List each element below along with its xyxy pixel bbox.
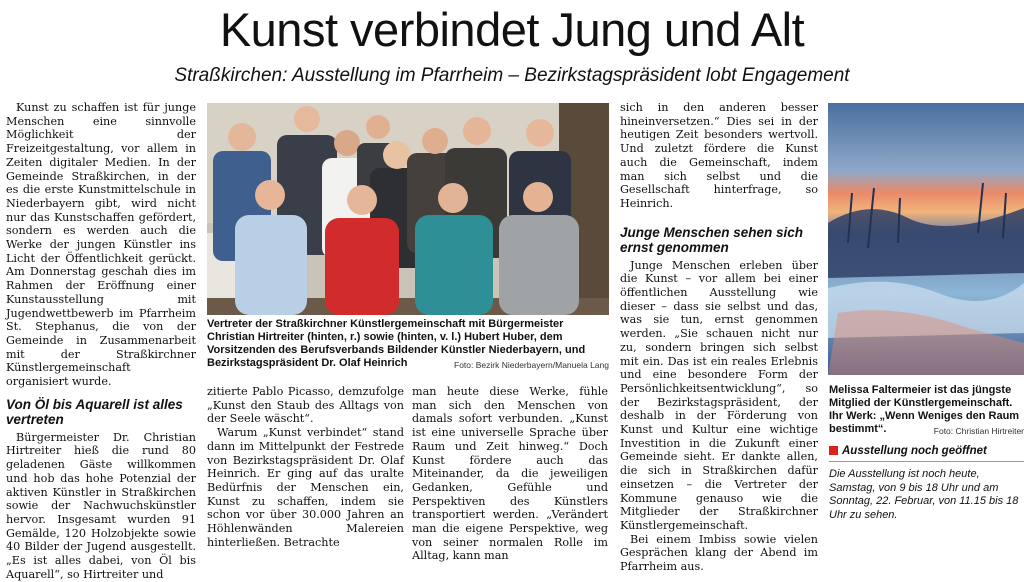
paragraph: Warum „Kunst verbindet“ stand dann im Mittelpunkt der Festrede von Bezirkstagspräsident Dr. Olaf Heinrich. Er ging auf das uralte Bedürfnis der Menschen ein, Kunst zu schaffen, indem sie schon vor über 30.000 Jahren an Höhlenwänden Malereien hinterließen. Betrachte bbox=[207, 426, 404, 549]
painting-image bbox=[828, 103, 1024, 375]
paragraph: Bei einem Imbiss sowie vielen Gesprächen klang der Abend im Pfarrheim aus. bbox=[620, 532, 818, 574]
info-box-title bbox=[829, 445, 1024, 462]
info-box-text: Die Ausstellung ist noch heute, Samstag, von 9 bis 18 Uhr und am Sonntag, 22. Februar, von 11.15 bis 18 Uhr zu sehen. bbox=[829, 468, 1019, 521]
group-photo-image bbox=[207, 103, 609, 315]
painting-photo bbox=[828, 103, 1024, 375]
paragraph: Junge Menschen erleben über die Kunst – vor allem bei einer öffentlichen Ausstellung wie dieser – dass sie selbst und das, was sie tun, ernst genommen werden. „Sie schauen nicht nur zu, sondern bringen sich selbst mit ein. Das ist ein reales Erlebnis und eine besondere Form der Persönlichkeitsentwicklung“, so der Bezirkstagspräsident, der deshalb in der Förderung von Kunst und Kultur eine wichtige Investition in die Zukunft einer Gemeinde sieht. Er dankte allen, die sich in Straßkirchen dafür einsetzen – die Vertreter der Kommune genauso wie die Mitglieder der Straßkirchner Künstlergemeinschaft. bbox=[620, 258, 818, 532]
article-column-1 bbox=[6, 101, 196, 582]
article-column-2 bbox=[207, 385, 404, 549]
paragraph: sich in den anderen besser hineinversetzen.“ Dies sei in der heutigen Zeit besonders wertvoll. Und zuletzt fördere die Kunst auch die Gemeinschaft, indem man sich selbst und die Gesellschaft hinterfrage, so Heinrich. bbox=[620, 101, 818, 210]
group-photo bbox=[207, 103, 609, 315]
headline: Kunst verbindet Jung und Alt bbox=[219, 3, 805, 56]
paragraph: man heute diese Werke, fühle man sich den Menschen von damals sofort verbunden. „Kunst ist eine universelle Sprache über Raum und Zeit hinweg.“ Doch Kunst fördere auch das Miteinander, da die jeweiligen Gedanken, Gefühle und Perspektiven des Künstlers transportiert werden. „Verändert man die eigene Perspektive, weg von seiner normalen Rolle im Alltag, kann man bbox=[412, 385, 608, 563]
article-column-4 bbox=[620, 101, 818, 574]
subheading: Von Öl bis Aquarell ist alles vertreten bbox=[6, 396, 183, 427]
group-photo-caption bbox=[207, 318, 609, 372]
photo-credit: Foto: Bezirk Niederbayern/Manuela Lang bbox=[454, 360, 609, 370]
paragraph: Kunst zu schaffen ist für junge Menschen eine sinnvolle Möglichkeit der Freizeitgestaltung, vor allem in Zeiten digitaler Medien. In der Gemeinde Straßkirchen, in der es die erste Kunstmittelschule in Niederbayern gibt, wird nicht nur das Kunstschaffen gefördert, sondern es werden auch die Werke der jungen Künstler ins Licht der Öffentlichkeit gerückt. Am Donnerstag geschah dies im Rahmen der Eröffnung einer Kunstausstellung mit Jugendwettbewerb im Pfarrheim St. Stephanus, die von der Gemeinde in Zusammenarbeit mit der Straßkirchner Künstlergemeinschaft organisiert wurde. bbox=[6, 101, 196, 389]
painting-caption bbox=[829, 384, 1024, 438]
article-column-3 bbox=[412, 385, 608, 563]
subheadline: Straßkirchen: Ausstellung im Pfarrheim – Bezirkstagspräsident lobt Engagement bbox=[174, 65, 850, 86]
caption-text: Melissa Faltermeier ist das jüngste Mitglied der Künstlergemeinschaft. Ihr Werk: „Wenn Weniges den Raum bestimmt“. bbox=[829, 384, 1020, 435]
subheading: Junge Menschen sehen sich ernst genommen bbox=[620, 224, 804, 255]
paragraph: Bürgermeister Dr. Christian Hirtreiter hieß die rund 80 geladenen Gäste willkommen und hob das hohe Potenzial der aktiven Künstler in Straßkirchen sowie der Nachwuchskünstler hervor. Insgesamt wurden 91 Gemälde, 120 Holzobjekte sowie 40 Bilder der Jugend ausgestellt. „Es ist alles dabei, von Öl bis Aquarell“, so Hirtreiter und bbox=[6, 430, 196, 581]
info-box bbox=[829, 445, 1024, 522]
photo-credit: Foto: Christian Hirtreiter bbox=[933, 426, 1024, 436]
red-square-icon bbox=[829, 446, 838, 455]
caption-text: Vertreter der Straßkirchner Künstlergemeinschaft mit Bürgermeister Christian Hirtreiter (hinten, r.) sowie (hinten, v. l.) Hubert Huber, dem Vorsitzenden des Berufsverbands Bildender Künstler Niederbayern, und Bezirkstagspräsident Dr. Olaf Heinrich bbox=[207, 318, 586, 369]
info-box-title-text: Ausstellung noch geöffnet bbox=[842, 445, 987, 457]
paragraph: zitierte Pablo Picasso, demzufolge „Kunst den Staub des Alltags von der Seele wäscht“. bbox=[207, 385, 404, 426]
